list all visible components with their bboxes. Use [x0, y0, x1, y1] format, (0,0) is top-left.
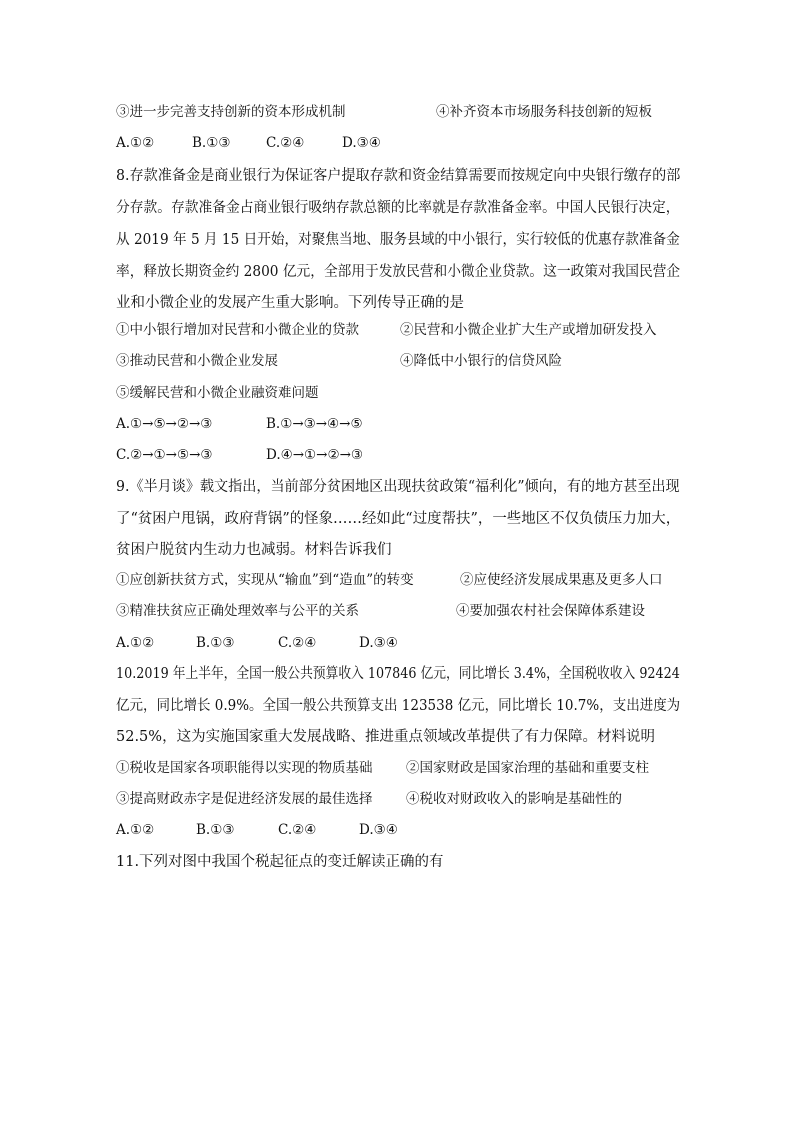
q9-options — [116, 633, 516, 653]
q9-option-b: B.①③ — [196, 635, 235, 651]
q9-stem-line-2: 了“贫困户甩锅，政府背锅”的怪象……经如此“过度帮扶”，一些地区不仅负债压力加大， — [116, 511, 681, 527]
q7-option-b: B.①③ — [192, 135, 231, 151]
q8-option-b: B.①→③→④→⑤ — [266, 416, 363, 432]
q9-stem-line-3: 贫困户脱贫内生动力也减弱。材料告诉我们 — [116, 542, 392, 558]
q10-item-4: ④税收对财政收入的影响是基础性的 — [406, 791, 622, 807]
q10-item-2: ②国家财政是国家治理的基础和重要支柱 — [406, 760, 649, 776]
q9-option-d: D.③④ — [359, 635, 398, 651]
q8-item-1: ①中小银行增加对民营和小微企业的贷款 — [116, 322, 359, 338]
q8-options-row-1 — [116, 414, 516, 434]
q7-item-3: ③进一步完善支持创新的资本形成机制 — [116, 104, 346, 120]
q8-item-4: ④降低中小银行的信贷风险 — [400, 353, 562, 369]
q9-item-4: ④要加强农村社会保障体系建设 — [456, 603, 645, 619]
q7-option-d: D.③④ — [342, 135, 381, 151]
q8-stem-line-1: 8.存款准备金是商业银行为保证客户提取存款和资金结算需要而按规定向中央银行缴存的部 — [116, 168, 681, 184]
q8-item-2: ②民营和小微企业扩大生产或增加研发投入 — [400, 322, 657, 338]
q7-items-row — [116, 102, 716, 122]
q7-item-4: ④补齐资本市场服务科技创新的短板 — [436, 104, 652, 120]
q7-option-c: C.②④ — [266, 135, 305, 151]
q8-items-row-1 — [116, 320, 716, 340]
q8-stem-line-3: 从 2019 年 5 月 15 日开始，对聚焦当地、服务县域的中小银行，实行较低的优惠存款准备金 — [116, 232, 680, 248]
q8-stem-line-4: 率，释放长期资金约 2800 亿元，全部用于发放民营和小微企业贷款。这一政策对我国民营企 — [116, 264, 681, 280]
q9-stem-line-1: 9.《半月谈》载文指出，当前部分贫困地区出现扶贫政策“福利化”倾向，有的地方甚至出现 — [116, 479, 680, 495]
q10-items-row-1 — [116, 758, 716, 778]
q10-items-row-2 — [116, 789, 716, 809]
q10-stem-line-2: 亿元，同比增长 0.9%。全国一般公共预算支出 123538 亿元，同比增长 10.7%，支出进度为 — [116, 698, 681, 714]
q10-options — [116, 820, 516, 840]
q9-items-row-1 — [116, 570, 716, 590]
q8-stem-line-5: 业和小微企业的发展产生重大影响。下列传导正确的是 — [116, 295, 464, 311]
q8-options-row-2 — [116, 445, 516, 465]
q8-item-3: ③推动民营和小微企业发展 — [116, 353, 278, 369]
q10-option-d: D.③④ — [359, 822, 398, 838]
q8-item-5: ⑤缓解民营和小微企业融资难问题 — [116, 385, 319, 401]
q8-stem-line-2: 分存款。存款准备金占商业银行吸纳存款总额的比率就是存款准备金率。中国人民银行决定， — [116, 200, 680, 216]
q9-item-3: ③精准扶贫应正确处理效率与公平的关系 — [116, 603, 359, 619]
q8-option-a: A.①→⑤→②→③ — [116, 416, 213, 432]
q9-option-a: A.①② — [116, 635, 155, 651]
q10-item-3: ③提高财政赤字是促进经济发展的最佳选择 — [116, 791, 373, 807]
q9-option-c: C.②④ — [278, 635, 317, 651]
q9-item-1: ①应创新扶贫方式，实现从“输血”到“造血”的转变 — [116, 572, 414, 588]
q10-item-1: ①税收是国家各项职能得以实现的物质基础 — [116, 760, 373, 776]
q8-option-d: D.④→①→②→③ — [266, 447, 363, 463]
q7-option-a: A.①② — [116, 135, 155, 151]
q11-stem: 11.下列对图中我国个税起征点的变迁解读正确的有 — [116, 854, 444, 870]
q9-item-2: ②应使经济发展成果惠及更多人口 — [460, 572, 663, 588]
q8-items-row-2 — [116, 351, 716, 371]
q10-stem-line-3: 52.5%，这为实施国家重大发展战略、推进重点领域改革提供了有力保障。材料说明 — [116, 729, 656, 745]
q10-option-a: A.①② — [116, 822, 155, 838]
q9-items-row-2 — [116, 601, 716, 621]
q8-option-c: C.②→①→⑤→③ — [116, 447, 213, 463]
q10-option-b: B.①③ — [196, 822, 235, 838]
q10-stem-line-1: 10.2019 年上半年，全国一般公共预算收入 107846 亿元，同比增长 3.4%，全国税收收入 92424 — [116, 666, 680, 682]
q10-option-c: C.②④ — [278, 822, 317, 838]
q7-options — [116, 133, 516, 153]
